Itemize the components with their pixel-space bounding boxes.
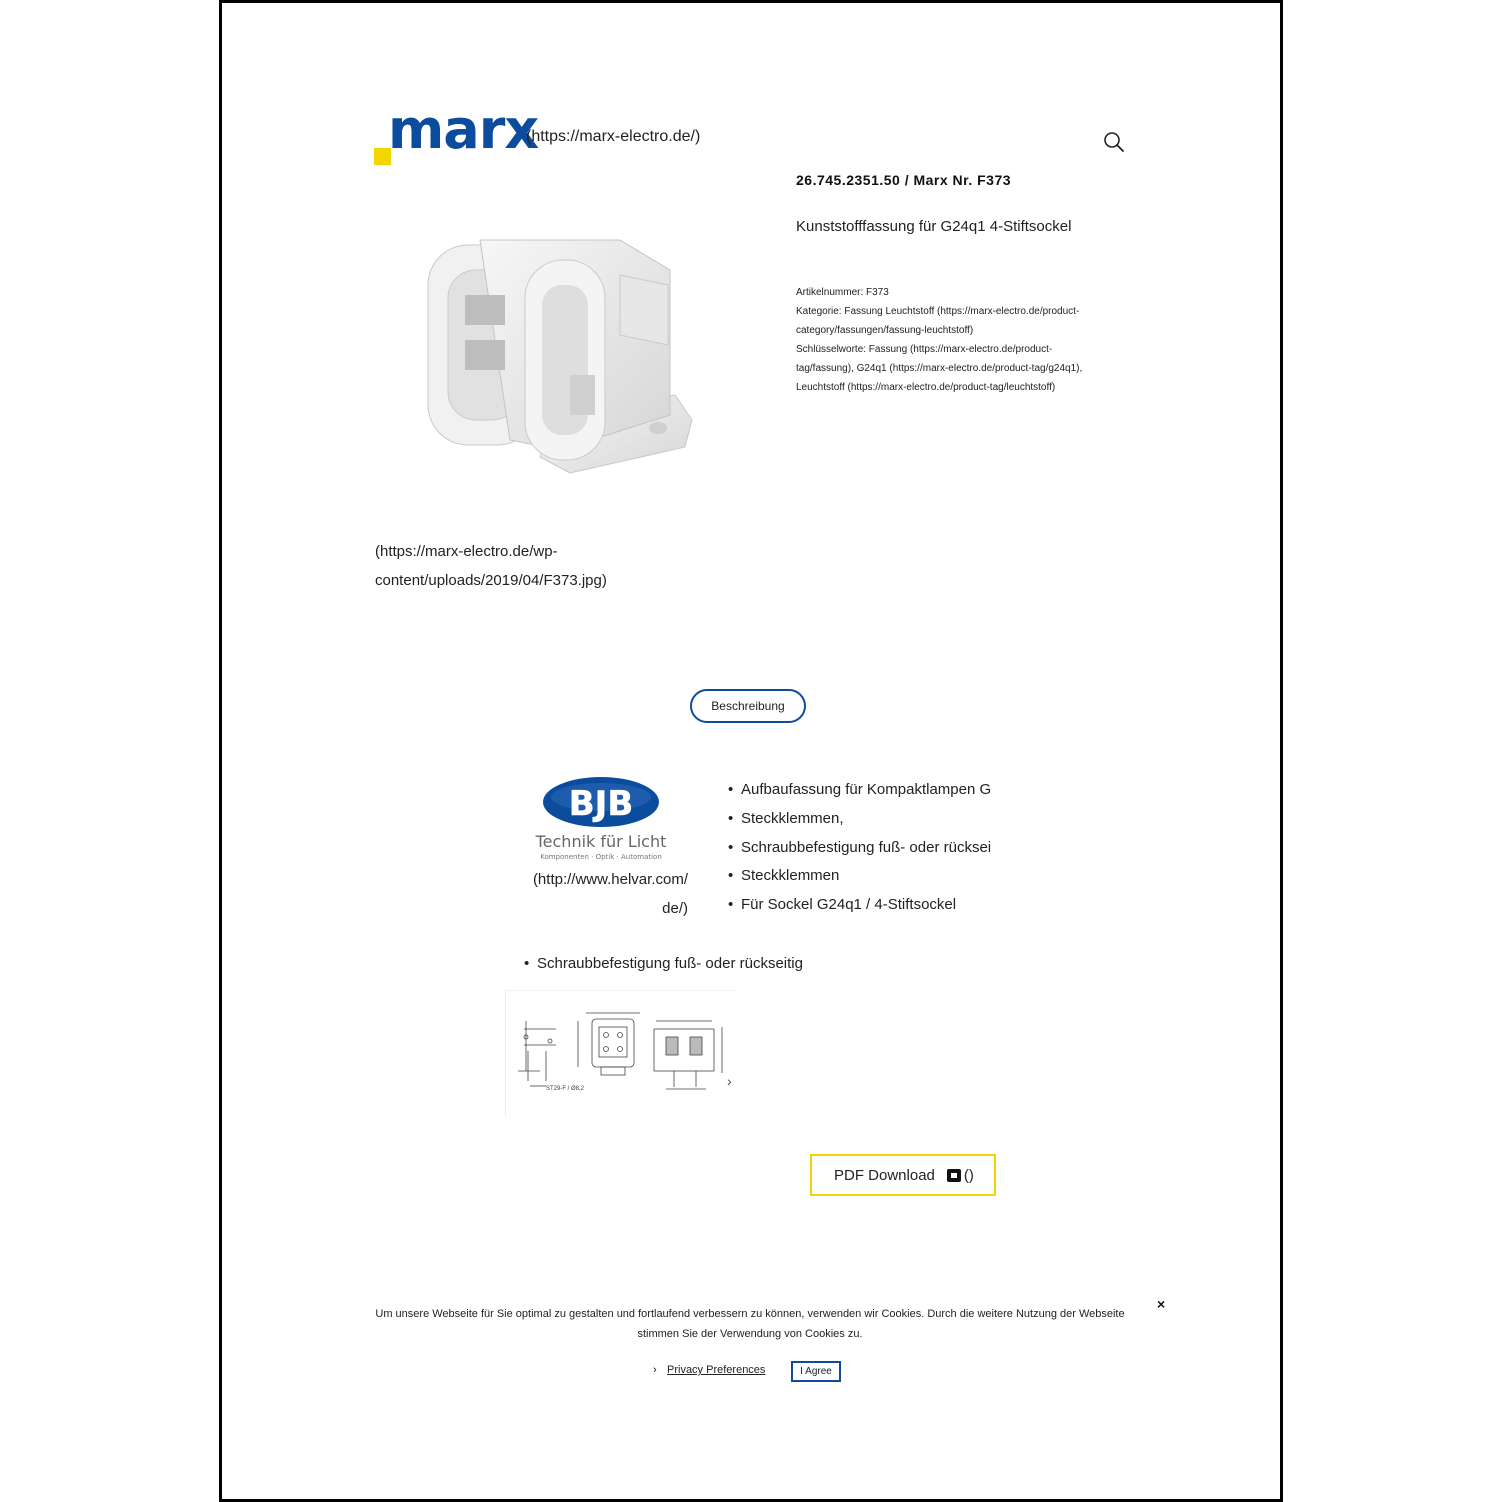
helvar-url-line2: de/) — [662, 900, 688, 917]
download-icon — [947, 1169, 961, 1182]
image-url-line1: (https://marx-electro.de/wp- — [375, 543, 558, 560]
search-icon[interactable] — [1102, 130, 1126, 154]
helvar-url-line1: (http://www.helvar.com/ — [532, 871, 688, 888]
bjb-brand-logo[interactable] — [528, 775, 678, 865]
tab-beschreibung[interactable]: Beschreibung — [690, 689, 806, 723]
helvar-link-url[interactable] — [516, 865, 688, 923]
cookie-close-icon[interactable]: × — [1157, 1296, 1166, 1312]
image-url-line2: content/uploads/2019/04/F373.jpg) — [375, 572, 607, 589]
cookie-notice-text — [365, 1304, 1135, 1344]
meta-keywords-line2[interactable]: tag/fassung), G24q1 (https://marx-electro.de/product-tag/g24q1), — [796, 363, 1083, 374]
meta-kategorie-line2[interactable]: category/fassungen/fassung-leuchtstoff) — [796, 325, 974, 336]
feature-item: • Aufbaufassung für Kompaktlampen G — [728, 776, 998, 805]
carousel-next-icon[interactable]: › — [727, 1073, 732, 1089]
pdf-download-label: PDF Download — [834, 1166, 935, 1184]
cookie-agree-button[interactable]: I Agree — [791, 1361, 841, 1382]
chevron-right-icon: › — [653, 1364, 657, 1376]
product-image[interactable] — [420, 225, 710, 495]
product-title: 26.745.2351.50 / Marx Nr. F373 — [796, 172, 1012, 188]
technical-drawing[interactable] — [505, 990, 738, 1117]
feature-item: • Steckklemmen — [728, 862, 998, 891]
cookie-text-line1: Um unsere Webseite für Sie optimal zu gestalten und fortlaufend verbessern zu können, verwenden wir Cookies. Durch die weitere Nutzung der Webseite — [375, 1308, 1125, 1320]
meta-artikelnummer: Artikelnummer: F373 — [796, 287, 889, 298]
product-image-url[interactable] — [375, 537, 655, 595]
drawing-label: ST29-F / Ø8,2 — [546, 1086, 585, 1092]
product-meta — [796, 283, 1096, 397]
privacy-preferences-link[interactable]: Privacy Preferences — [667, 1364, 766, 1376]
meta-keywords-line1[interactable]: Schlüsselworte: Fassung (https://marx-electro.de/product- — [796, 344, 1053, 355]
bjb-tagline: Technik für Licht — [535, 832, 667, 851]
pdf-download-button[interactable] — [810, 1154, 996, 1196]
page-frame — [219, 0, 1283, 1502]
cookie-text-line2: stimmen Sie der Verwendung von Cookies zu. — [637, 1328, 863, 1340]
pdf-download-suffix: () — [963, 1166, 974, 1184]
logo-link-url[interactable]: (https://marx-electro.de/) — [526, 128, 701, 145]
bjb-logo-text: BJB — [568, 784, 634, 824]
feature-item-extra: • Schraubbefestigung fuß- oder rückseitig — [524, 955, 803, 972]
product-subtitle: Kunststofffassung für G24q1 4-Stiftsockel — [796, 218, 1072, 235]
feature-item: • Für Sockel G24q1 / 4-Stiftsockel — [728, 891, 998, 920]
feature-item: • Schraubbefestigung fuß- oder rücksei — [728, 834, 998, 863]
feature-list — [728, 776, 998, 920]
feature-item: • Steckklemmen, — [728, 805, 998, 834]
meta-kategorie-line1[interactable]: Kategorie: Fassung Leuchtstoff (https://marx-electro.de/product- — [796, 306, 1080, 317]
logo-wordmark: marx — [388, 98, 539, 161]
bjb-subtagline: Komponenten · Optik · Automation — [540, 853, 662, 861]
meta-keywords-line3[interactable]: Leuchtstoff (https://marx-electro.de/product-tag/leuchtstoff) — [796, 382, 1056, 393]
